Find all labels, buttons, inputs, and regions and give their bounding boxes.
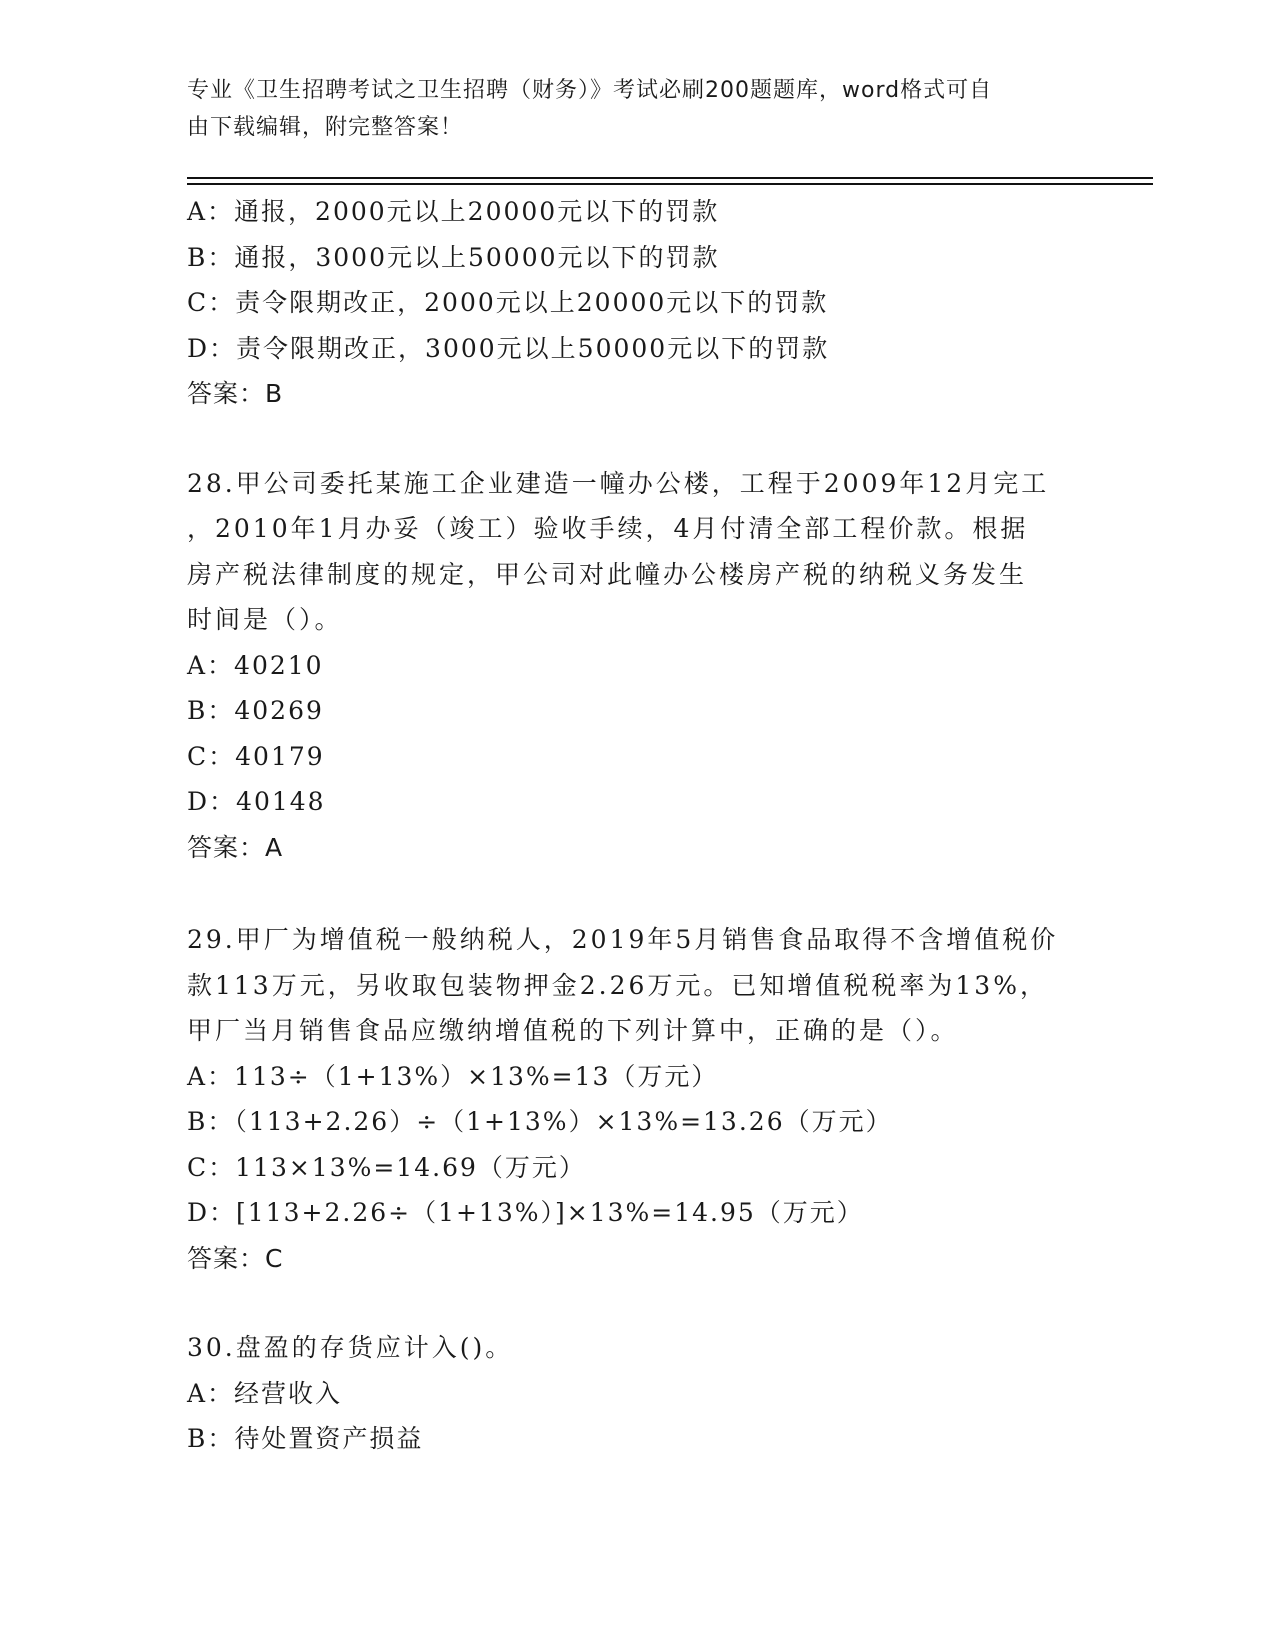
spacer [187,870,1087,917]
question-text: 甲厂当月销售食品应缴纳增值税的下列计算中，正确的是（）。 [187,1016,959,1045]
question-text: 时间是（）。 [187,605,343,634]
answer: 答案：C [187,1243,284,1273]
header-divider-top [187,177,1153,179]
option-c: C：责令限期改正，2000元以上20000元以下的罚款 [187,288,829,317]
question-text: ，2010年1月办妥（竣工）验收手续，4月付清全部工程价款。根据 [187,514,1029,543]
question-30 [187,1325,1087,1462]
option-b: B：通报，3000元以上50000元以下的罚款 [187,242,720,272]
option-b: B：（113+2.26）÷（1+13%）×13%=13.26（万元） [187,1107,893,1136]
header-line-1: 专业《卫生招聘考试之卫生招聘（财务）》考试必刷200题题库，word格式可自 [187,78,993,103]
option-c: C：40179 [187,741,325,771]
question-text: 30.盘盈的存货应计入()。 [187,1333,514,1362]
spacer [187,417,1087,461]
question-list [187,189,1087,1462]
answer: 答案：A [187,832,284,862]
option-d: D：[113+2.26÷（1+13%）]×13%=14.95（万元） [187,1198,864,1227]
question-29 [187,917,1087,1281]
option-c: C：113×13%=14.69（万元） [187,1152,586,1182]
question-text: 29.甲厂为增值税一般纳税人，2019年5月销售食品取得不含增值税价 [187,925,1059,954]
option-a: A：113÷（1+13%）×13%=13（万元） [187,1061,719,1091]
option-a: A：通报，2000元以上20000元以下的罚款 [187,197,720,226]
answer: 答案：B [187,379,284,408]
question-28 [187,461,1087,871]
question-text: 28.甲公司委托某施工企业建造一幢办公楼，工程于2009年12月完工 [187,468,1050,498]
option-b: B：待处置资产损益 [187,1424,424,1453]
spacer [187,1281,1087,1325]
question-27 [187,189,1087,417]
question-text: 房产税法律制度的规定，甲公司对此幢办公楼房产税的纳税义务发生 [187,559,1028,589]
question-text: 款113万元，另收取包装物押金2.26万元。已知增值税税率为13%， [187,970,1048,1000]
document-header [187,72,1067,146]
option-b: B：40269 [187,696,324,725]
header-divider-bottom [187,183,1153,185]
header-line-2: 由下载编辑，附完整答案！ [187,115,464,140]
option-a: A：经营收入 [187,1378,343,1408]
option-d: D：40148 [187,787,326,816]
option-a: A：40210 [187,650,324,680]
option-d: D：责令限期改正，3000元以上50000元以下的罚款 [187,333,830,363]
